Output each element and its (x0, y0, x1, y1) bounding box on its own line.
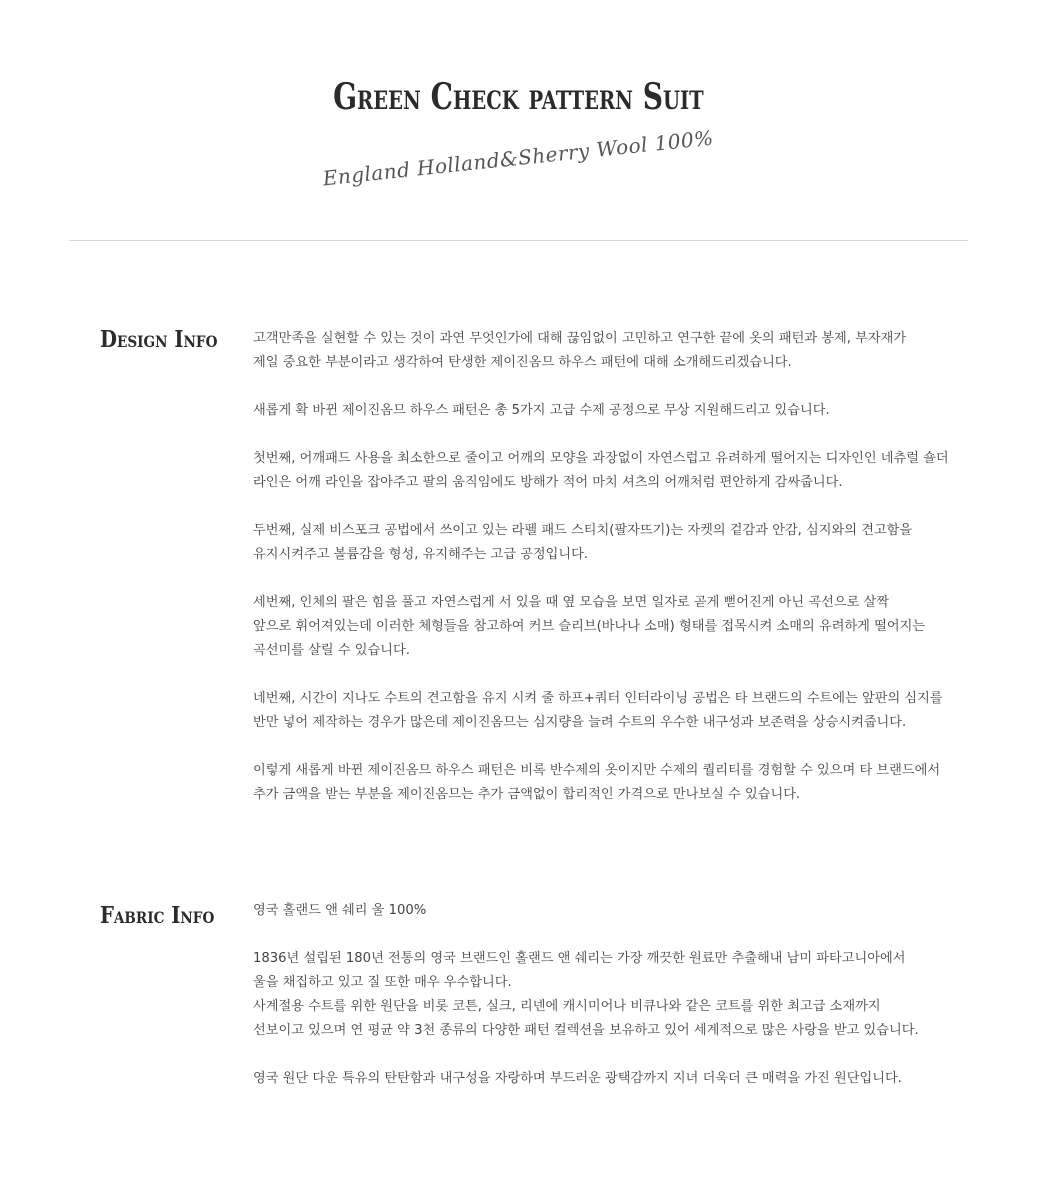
text-line: 두번째, 실제 비스포크 공법에서 쓰이고 있는 라펠 패드 스티치(팔자뜨기)는 자켓의 겉감과 안감, 심지와의 견고함을 (253, 523, 913, 538)
design-info-heading: Design Info (100, 326, 218, 353)
text-line: 고객만족을 실현할 수 있는 것이 과연 무엇인가에 대해 끊임없이 고민하고 연구한 끝에 옷의 패턴과 봉제, 부자재가 (253, 331, 907, 346)
fabric-paragraph (253, 947, 1003, 1043)
fabric-paragraph (253, 1067, 1003, 1091)
design-paragraph (253, 399, 1003, 423)
text-line: 첫번째, 어깨패드 사용을 최소한으로 줄이고 어깨의 모양을 과장없이 자연스럽고 유려하게 떨어지는 디자인인 네츄럴 숄더 (253, 451, 949, 466)
page-title: Green Check pattern Suit (333, 76, 704, 118)
text-line: 울을 채집하고 있고 질 또한 매우 우수합니다. (253, 975, 512, 990)
text-line: 네번째, 시간이 지나도 수트의 견고함을 유지 시켜 줄 하프+쿼터 인터라이닝 공법은 타 브랜드의 수트에는 앞판의 심지를 (253, 691, 943, 706)
design-paragraph (253, 447, 1003, 495)
text-line: 1836년 설립된 180년 전통의 영국 브랜드인 홀랜드 앤 쉐리는 가장 깨끗한 원료만 추출해내 남미 파타고니아에서 (253, 951, 906, 966)
text-line: 영국 홀랜드 앤 쉐리 울 100% (253, 903, 427, 918)
design-paragraph (253, 687, 1003, 735)
page-subtitle: England Holland&Sherry Wool 100% (321, 125, 715, 191)
header-divider (69, 240, 968, 241)
text-line: 곡선미를 살릴 수 있습니다. (253, 643, 410, 658)
fabric-info-body (253, 899, 1003, 1091)
design-paragraph (253, 759, 1003, 807)
text-line: 추가 금액을 받는 부분을 제이진옴므는 추가 금액없이 합리적인 가격으로 만나보실 수 있습니다. (253, 787, 801, 802)
text-line: 새롭게 확 바뀐 제이진옴므 하우스 패턴은 총 5가지 고급 수제 공정으로 무상 지원해드리고 있습니다. (253, 403, 830, 418)
text-line: 사계절용 수트를 위한 원단을 비롯 코튼, 실크, 리넨에 캐시미어나 비큐나와 같은 코트를 위한 최고급 소재까지 (253, 999, 881, 1014)
text-line: 제일 중요한 부분이라고 생각하여 탄생한 제이진옴므 하우스 패턴에 대해 소개해드리겠습니다. (253, 355, 792, 370)
text-line: 세번째, 인체의 팔은 힘을 풀고 자연스럽게 서 있을 때 옆 모습을 보면 일자로 곧게 뻗어진게 아닌 곡선으로 살짝 (253, 595, 889, 610)
text-line: 이렇게 새롭게 바뀐 제이진옴므 하우스 패턴은 비록 반수제의 옷이지만 수제의 퀄리티를 경험할 수 있으며 타 브랜드에서 (253, 763, 941, 778)
design-info-body (253, 327, 1003, 807)
design-paragraph (253, 519, 1003, 567)
text-line: 앞으로 휘어져있는데 이러한 체형들을 참고하여 커브 슬리브(바나나 소매) 형태를 접목시켜 소매의 유려하게 떨어지는 (253, 619, 926, 634)
design-paragraph (253, 591, 1003, 663)
fabric-paragraph (253, 899, 1003, 923)
text-line: 유지시켜주고 볼륨감을 형성, 유지해주는 고급 공정입니다. (253, 547, 589, 562)
text-line: 선보이고 있으며 연 평균 약 3천 종류의 다양한 패턴 컬렉션을 보유하고 있어 세계적으로 많은 사랑을 받고 있습니다. (253, 1023, 919, 1038)
text-line: 영국 원단 다운 특유의 탄탄함과 내구성을 자랑하며 부드러운 광택감까지 지녀 더욱더 큰 매력을 가진 원단입니다. (253, 1071, 902, 1086)
text-line: 라인은 어깨 라인을 잡아주고 팔의 움직임에도 방해가 적어 마치 셔츠의 어깨처럼 편안하게 감싸줍니다. (253, 475, 843, 490)
design-paragraph (253, 327, 1003, 375)
fabric-info-heading: Fabric Info (100, 902, 215, 929)
text-line: 반만 넣어 제작하는 경우가 많은데 제이진옴므는 심지량을 늘려 수트의 우수한 내구성과 보존력을 상승시켜줍니다. (253, 715, 907, 730)
